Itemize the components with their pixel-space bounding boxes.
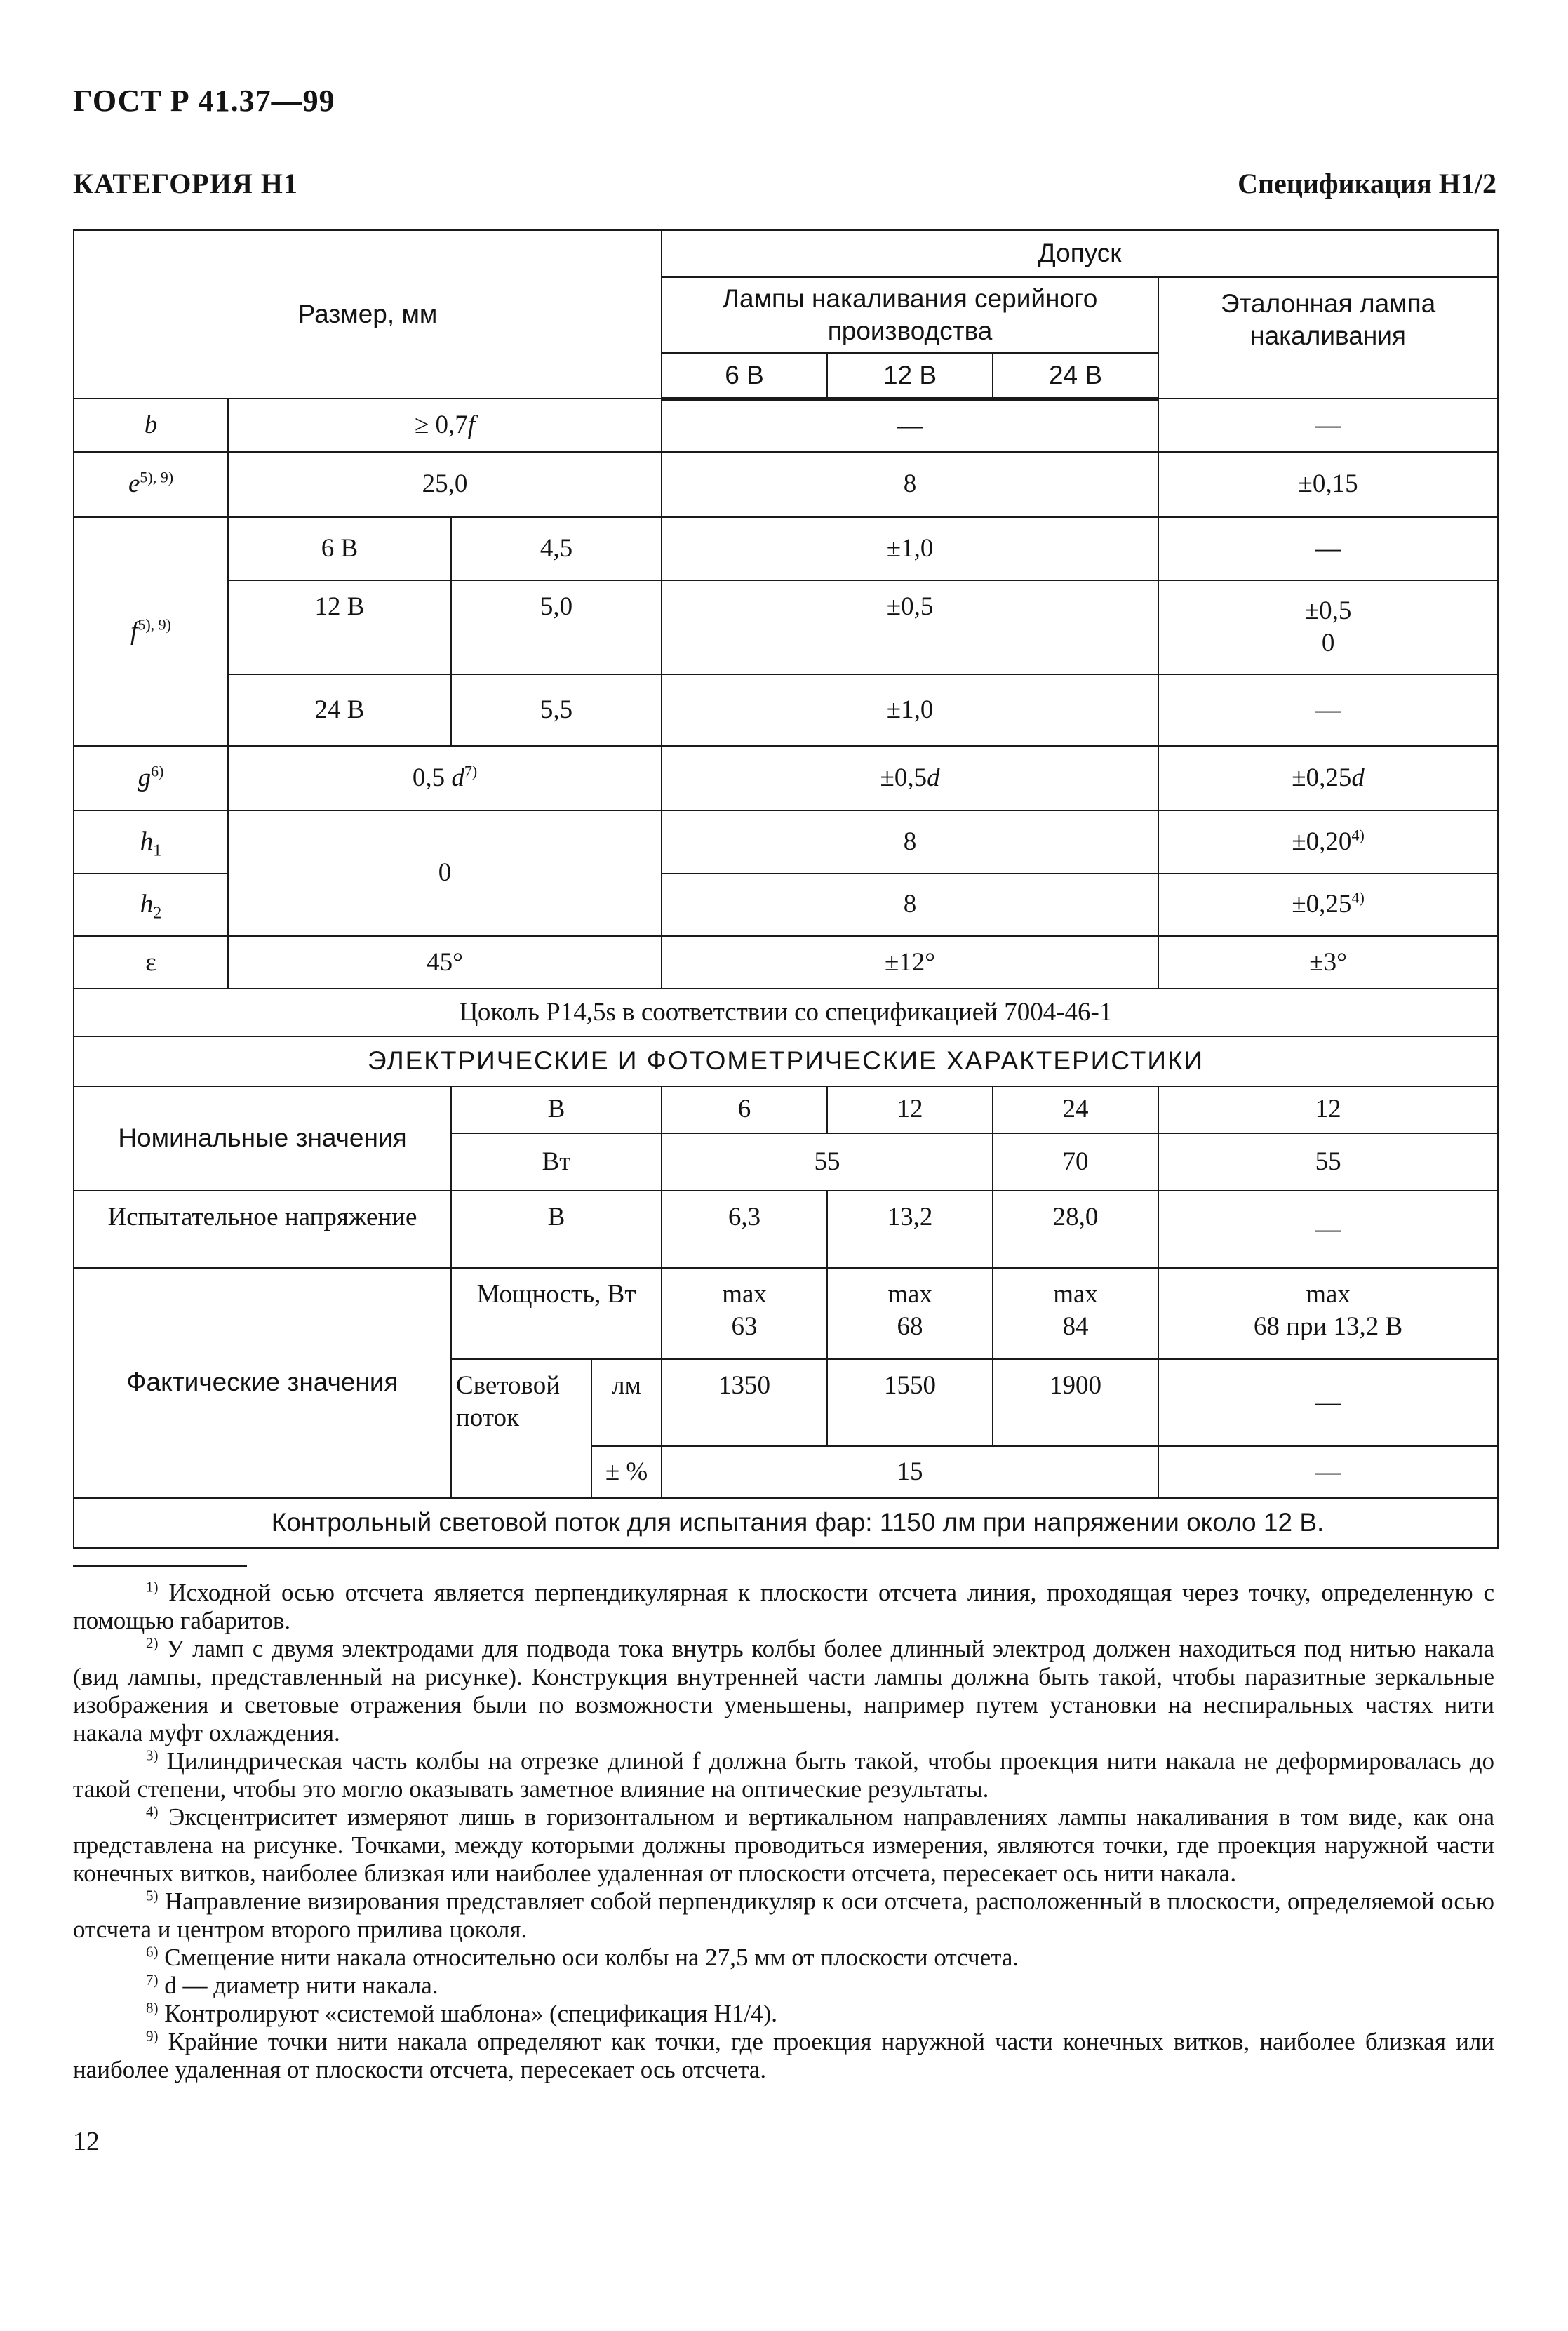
nominal-w-ref: 55 [1158, 1133, 1498, 1190]
row-epsilon-label: ε [74, 936, 228, 989]
specification-table [73, 229, 1499, 1549]
row-h1-tolerance: 8 [662, 810, 1158, 874]
flux-12: 1550 [827, 1359, 993, 1446]
row-f6-voltage: 6 В [228, 517, 451, 580]
row-e-tolerance: 8 [662, 452, 1158, 518]
row-b-label: b [74, 399, 228, 451]
row-f6-reference: — [1158, 517, 1498, 580]
flux-ref: — [1158, 1359, 1498, 1446]
standard-number: ГОСТ Р 41.37—99 [73, 84, 335, 118]
row-e-reference: ±0,15 [1158, 452, 1498, 518]
footnote-9: $^{9)}$ Крайние точки нити накала определяют как точки, где проекция наружной части конечных витков, наиболее близкая или наиболее удаленная от плоскости отсчета, пересекает ось отсчета. [73, 2027, 1495, 2083]
row-f24-tolerance: ±1,0 [662, 674, 1158, 746]
voltage-12v-header: 12 В [827, 353, 993, 399]
row-h-value: 0 [228, 810, 662, 936]
row-g-label: $g^{6)}$ [74, 746, 228, 810]
footnote-1: $^{1)}$ Исходной осью отсчета является перпендикулярная к плоскости отсчета линия, проходящая через точку, определенную с помощью габаритов. [73, 1578, 1495, 1634]
test-voltage-ref: — [1158, 1191, 1498, 1268]
reference-lamp-header: Эталонная лампа накаливания [1158, 277, 1498, 399]
nominal-v24: 24 [993, 1086, 1158, 1133]
row-f-label: $f^{5), 9)}$ [74, 517, 228, 746]
row-b-tolerance: — [662, 399, 1158, 451]
row-h1-reference: $\pm 0,20^{4)}$ [1158, 810, 1498, 874]
voltage-6v-header: 6 В [662, 353, 827, 399]
row-f12-voltage: 12 В [228, 580, 451, 674]
footnote-2: $^{2)}$ У ламп с двумя электродами для подвода тока внутрь колбы более длинный электрод должен находиться под нитью накала (вид лампы, представленный на рисунке). Конструкция внутренней части лампы должна быть такой, чтобы паразитные зеркальные изображения и световые отражения были по возможности уменьшены, например путем установки на неспиральных частях нити накала муфт охлаждения. [73, 1634, 1494, 1746]
nominal-w-24: 70 [993, 1133, 1158, 1190]
flux-6: 1350 [662, 1359, 827, 1446]
row-f24-value: 5,5 [451, 674, 662, 746]
footnote-3: $^{3)}$ Цилиндрическая часть колбы на отрезке длиной f должна быть такой, чтобы проекция нити накала не деформировалась до такой степени, чтобы это могло оказывать заметное влияние на оптические результаты. [73, 1746, 1494, 1803]
row-h2-tolerance: 8 [662, 874, 1158, 937]
cap-note: Цоколь Р14,5s в соответствии со спецификацией 7004-46-1 [74, 989, 1498, 1036]
nominal-v-ref: 12 [1158, 1086, 1498, 1133]
row-b-value: ≥ 0,7f [228, 399, 662, 451]
row-b-reference: — [1158, 399, 1498, 451]
flux-unit-pct: ± % [591, 1446, 662, 1497]
flux-pct-ref: — [1158, 1446, 1498, 1497]
row-h2-reference: $\pm 0,25^{4)}$ [1158, 874, 1498, 937]
category-title: КАТЕГОРИЯ Н1 [73, 168, 298, 199]
power-label: Мощность, Вт [451, 1268, 662, 1359]
flux-label: Световой поток [451, 1359, 591, 1498]
footnote-divider [73, 1565, 247, 1567]
footnote-5: $^{5)}$ Направление визирования представляет собой перпендикуляр к оси отсчета, расположенный в плоскости, определяемой осью отсчета и центром второго прилива цоколя. [73, 1887, 1495, 1943]
nominal-w-6-12: 55 [662, 1133, 993, 1190]
row-f12-tolerance: ±0,5 [662, 580, 1158, 674]
nominal-v6: 6 [662, 1086, 827, 1133]
power-ref: max 68 при 13,2 В [1158, 1268, 1498, 1359]
nominal-v12: 12 [827, 1086, 993, 1133]
row-f6-tolerance: ±1,0 [662, 517, 1158, 580]
row-f12-reference: ±0,5 0 [1158, 580, 1498, 674]
flux-pct: 15 [662, 1446, 1158, 1497]
flux-24: 1900 [993, 1359, 1158, 1446]
row-epsilon-value: 45° [228, 936, 662, 989]
test-voltage-24: 28,0 [993, 1191, 1158, 1268]
test-voltage-label: Испытательное напряжение [74, 1191, 451, 1268]
size-header: Размер, мм [74, 230, 662, 399]
actual-label: Фактические значения [74, 1268, 451, 1498]
footnote-8: $^{8)}$ Контролируют «системой шаблона» (спецификация Н1/4). [146, 1999, 778, 2027]
test-voltage-12: 13,2 [827, 1191, 993, 1268]
row-g-tolerance: ±0,5d [662, 746, 1158, 810]
specification-title: Спецификация Н1/2 [1238, 168, 1496, 199]
test-voltage-6: 6,3 [662, 1191, 827, 1268]
power-6: max 63 [662, 1268, 827, 1359]
nominal-unit-v: В [451, 1086, 662, 1133]
row-h2-label: $h_2$ [74, 874, 228, 937]
nominal-label: Номинальные значения [74, 1086, 451, 1191]
row-e-label: $e^{5), 9)}$ [74, 452, 228, 518]
row-epsilon-tolerance: ±12° [662, 936, 1158, 989]
footnotes [73, 1579, 1494, 2084]
row-f24-voltage: 24 В [228, 674, 451, 746]
row-f24-reference: — [1158, 674, 1498, 746]
row-g-value: 0,5 $d^{7)}$ [228, 746, 662, 810]
page-number: 12 [73, 2127, 100, 2156]
characteristics-banner: ЭЛЕКТРИЧЕСКИЕ И ФОТОМЕТРИЧЕСКИЕ ХАРАКТЕРИСТИКИ [74, 1036, 1498, 1086]
nominal-unit-w: Вт [451, 1133, 662, 1190]
footnote-6: $^{6)}$ Смещение нити накала относительно оси колбы на 27,5 мм от плоскости отсчета. [146, 1943, 1019, 1971]
row-epsilon-reference: ±3° [1158, 936, 1498, 989]
test-voltage-unit: В [451, 1191, 662, 1268]
control-flux-note: Контрольный световой поток для испытания фар: 1150 лм при напряжении около 12 В. [74, 1498, 1498, 1548]
serial-lamps-header: Лампы накаливания серийного производства [662, 277, 1158, 353]
flux-unit-lm: лм [591, 1359, 662, 1446]
row-h1-label: $h_1$ [74, 810, 228, 874]
row-e-value: 25,0 [228, 452, 662, 518]
tolerance-header: Допуск [662, 230, 1498, 277]
row-f6-value: 4,5 [451, 517, 662, 580]
power-24: max 84 [993, 1268, 1158, 1359]
row-g-reference: ±0,25d [1158, 746, 1498, 810]
power-12: max 68 [827, 1268, 993, 1359]
footnote-7: $^{7)}$ d — диаметр нити накала. [146, 1971, 438, 1999]
row-f12-value: 5,0 [451, 580, 662, 674]
footnote-4: $^{4)}$ Эксцентриситет измеряют лишь в горизонтальном и вертикальном направлениях лампы накаливания в том виде, как она представлена на рисунке. Точками, между которыми должны проводиться измерения, являются точки, где проекция наружной части конечных витков, наиболее близкая или наиболее удаленная от плоскости отсчета, пересекает ось нити накала. [73, 1803, 1494, 1887]
voltage-24v-header: 24 В [993, 353, 1158, 399]
